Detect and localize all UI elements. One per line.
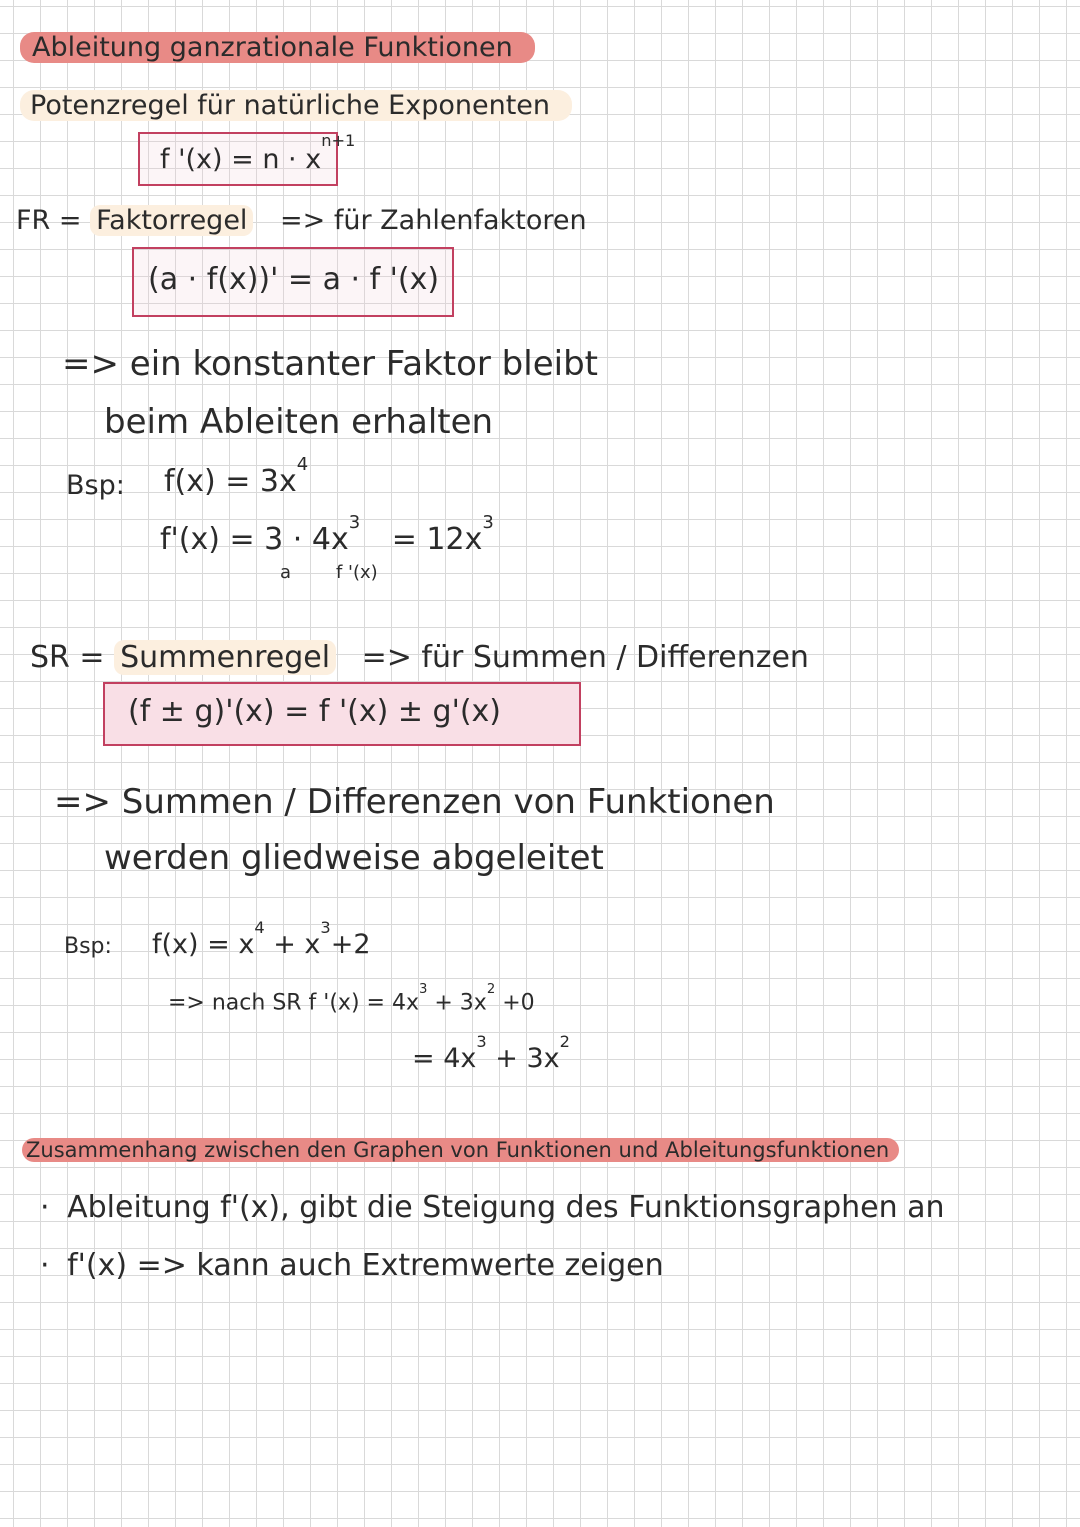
power-rule-formula: f '$(x) = n \cdot x^{n+1}$ [160,131,356,175]
factor-example-sub-a: a [280,562,292,583]
sum-rule-explanation-2: werden gliedweise abgeleitet [104,838,604,878]
heading-title: Ableitung ganzrationale Funktionen [20,32,535,63]
factor-example-derivative: $f'(x) = 3 \cdot 4x^3 = 12x^3$ [160,512,494,557]
factor-rule-explanation-2: beim Ableiten erhalten [104,402,494,442]
factor-example-sub-fprime: f '(x) [336,562,378,583]
sum-example-result: = $4x^3 + 3x^2$ [412,1032,570,1074]
sum-rule-formula: (f ± g)'(x) = f '(x) ± g'(x) [128,694,502,729]
bullet-item: · f'(x) => kann auch Extremwerte zeigen [40,1248,664,1283]
sum-example-step: => nach SR f '$(x) = 4x^3 + 3x^2 +0$ [168,982,535,1016]
factor-rule-formula: (a · f(x))' = a · f '(x) [148,262,440,297]
factor-example-function: $f(x) = 3x^4$ [164,454,309,499]
heading-power-rule: Potenzregel für natürliche Exponenten [20,90,572,121]
factor-example-label: Bsp: [66,470,125,501]
sum-example-label: Bsp: [64,934,112,959]
bullet-item: · Ableitung f'(x), gibt die Steigung des Funktionsgraphen an [40,1190,945,1225]
factor-rule-explanation-1: => ein konstanter Faktor bleibt [62,344,598,384]
sum-example-function: $f(x) = x^4 + x^3+2$ [152,918,371,960]
sum-rule-heading: SR = Summenregel => für Summen / Differenzen [30,640,809,675]
heading-graph-relation: Zusammenhang zwischen den Graphen von Funktionen und Ableitungsfunktionen [22,1138,899,1162]
sum-rule-explanation-1: => Summen / Differenzen von Funktionen [54,782,775,822]
factor-rule-heading: FR = Faktorregel => für Zahlenfaktoren [16,205,587,236]
